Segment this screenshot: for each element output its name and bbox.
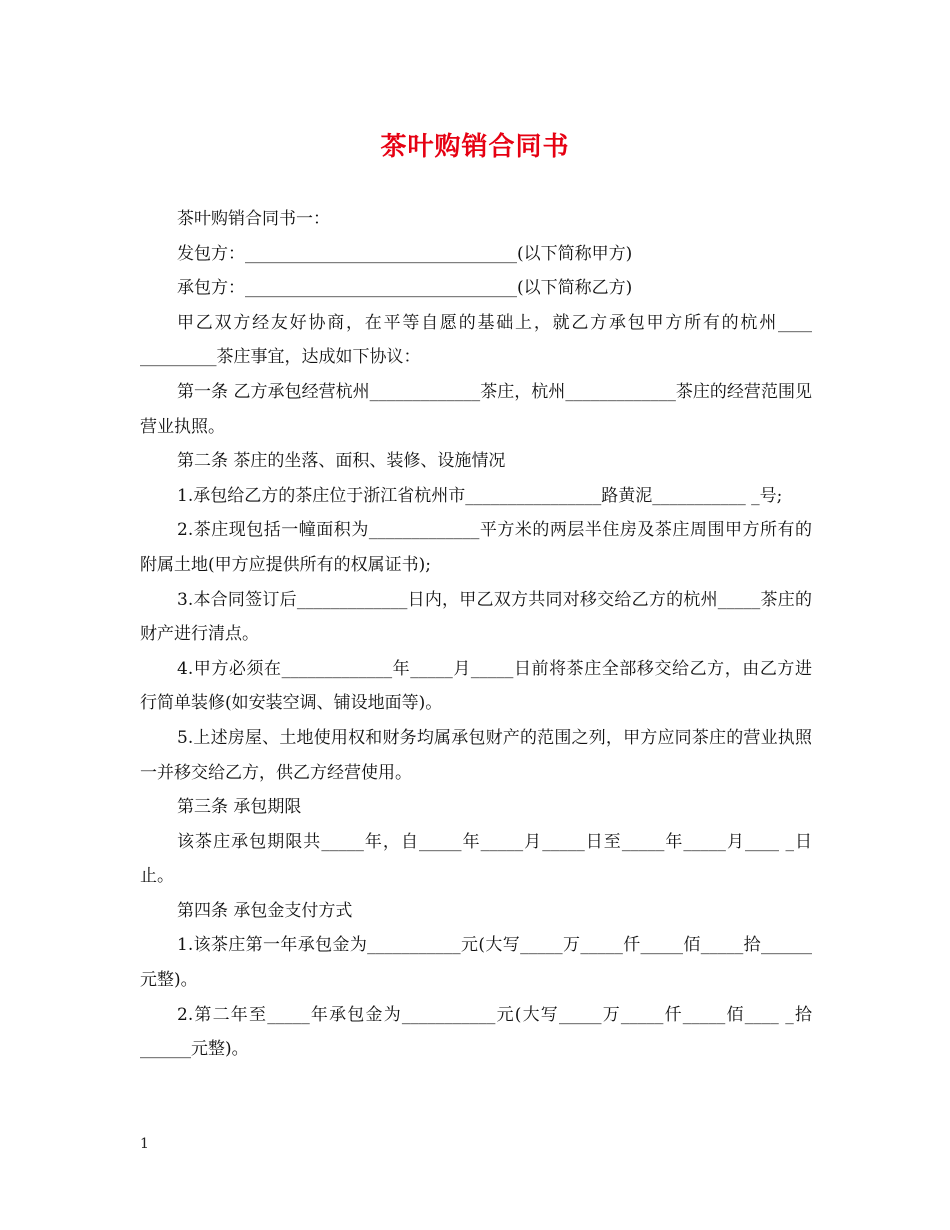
document-title: 茶叶购销合同书 <box>380 132 570 162</box>
paragraph-intro: 茶叶购销合同书一： <box>177 209 330 229</box>
paragraph-article-1: 第一条 乙方承包经营杭州_____________茶庄，杭州_____________茶庄的经营范围见营业执照。 <box>140 381 812 437</box>
paragraph-preamble: 甲乙双方经友好协商，在平等自愿的基础上，就乙方承包甲方所有的杭州____ _________茶庄事宜，达成如下协议： <box>140 312 812 368</box>
paragraph-party-a: 发包方：________________________________(以下简称甲方) <box>177 243 633 264</box>
paragraph-article-4-item-2: 2.第二年至_____年承包金为___________元(大写_____万_____仟_____佰____ _拾______元整)。 <box>140 1004 812 1060</box>
paragraph-article-2-item-4: 4.甲方必须在_____________年_____月_____日前将茶庄全部移交给乙方，由乙方进行简单装修(如安装空调、铺设地面等)。 <box>140 658 812 714</box>
paragraph-article-3-heading: 第三条 承包期限 <box>177 797 302 818</box>
paragraph-article-2-item-2: 2.茶庄现包括一幢面积为_____________平方米的两层半住房及茶庄周围甲方所有的附属土地(甲方应提供所有的权属证书); <box>140 520 812 575</box>
paragraph-article-4-item-1: 1.该茶庄第一年承包金为___________元(大写_____万_____仟_____佰_____拾______元整)。 <box>140 935 812 991</box>
paragraph-article-2-item-1: 1.承包给乙方的茶庄位于浙江省杭州市________________路黄泥___________ _号; <box>177 485 783 506</box>
document-body <box>140 202 812 1067</box>
paragraph-party-b: 承包方：________________________________(以下简称乙方) <box>177 278 633 299</box>
paragraph-article-4-heading: 第四条 承包金支付方式 <box>177 900 353 921</box>
paragraph-article-2-item-5: 5.上述房屋、土地使用权和财务均属承包财产的范围之列，甲方应同茶庄的营业执照一并移交给乙方，供乙方经营使用。 <box>140 727 812 783</box>
paragraph-article-3-term: 该茶庄承包期限共_____年，自_____年_____月_____日至_____年_____月____ _日止。 <box>140 831 812 887</box>
page-number: 1 <box>140 1136 149 1152</box>
paragraph-article-2-heading: 第二条 茶庄的坐落、面积、装修、设施情况 <box>177 451 506 472</box>
paragraph-article-2-item-3: 3.本合同签订后_____________日内，甲乙双方共同对移交给乙方的杭州_____茶庄的财产进行清点。 <box>140 589 812 645</box>
